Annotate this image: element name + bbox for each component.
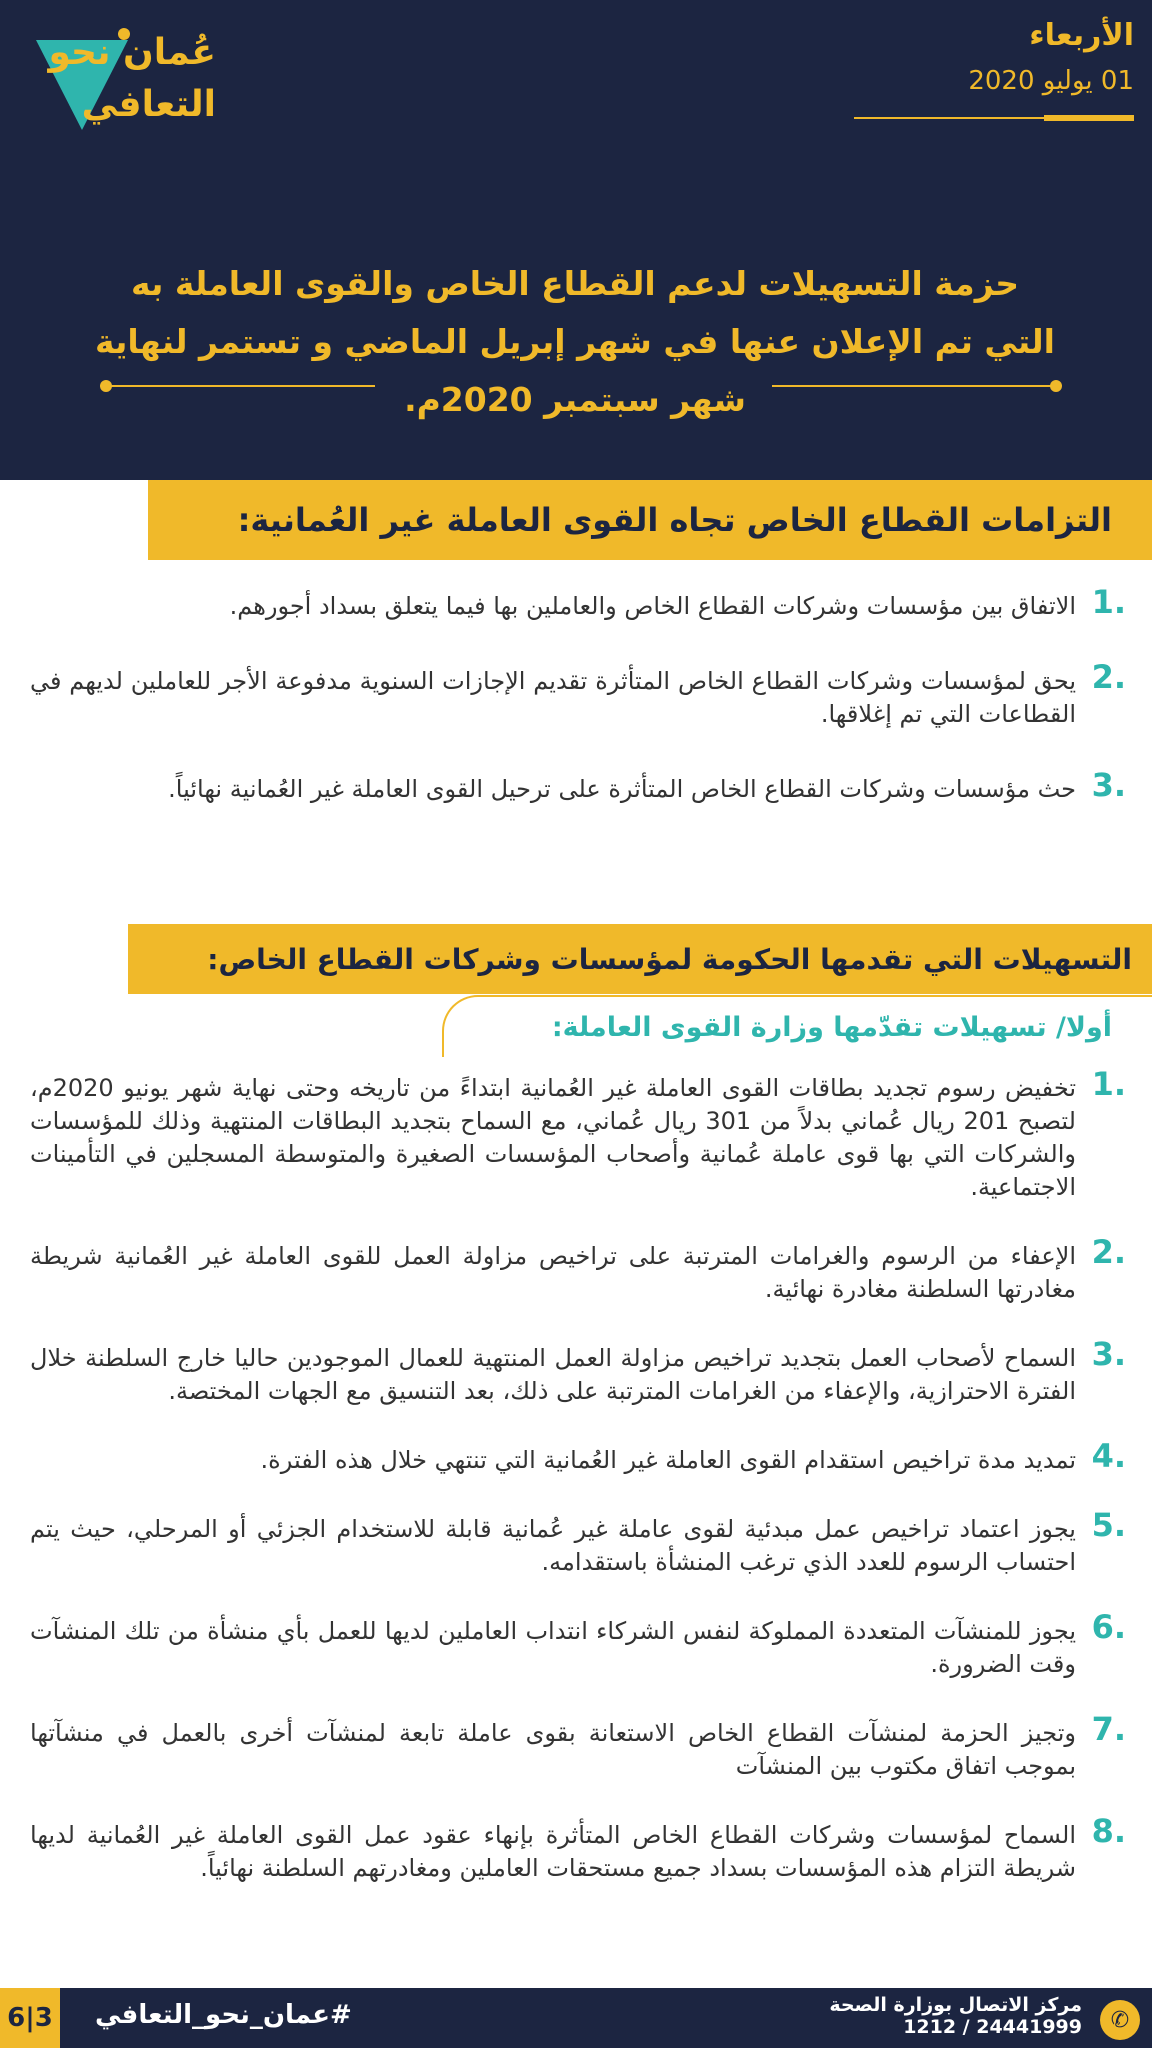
headline-decor-dot-right [1050, 380, 1062, 392]
contact-title: مركز الاتصال بوزارة الصحة [829, 1994, 1082, 2016]
item-number: 5. [1091, 1506, 1126, 1544]
item-text: السماح لمؤسسات وشركات القطاع الخاص المتأثرة بإنهاء عقود عمل القوى العاملة غير العُمانية لديها شريطة التزام هذه المؤسسات بسداد جميع مستحقات العاملين ومغادرتهم السلطنة نهائياً. [30, 1821, 1076, 1882]
date-full: 01 يوليو 2020 [968, 66, 1134, 96]
item-text: يحق لمؤسسات وشركات القطاع الخاص المتأثرة تقديم الإجازات السنوية مدفوعة الأجر للعاملين لديهم في القطاعات التي تم إغلاقها. [30, 667, 1076, 728]
headline-line2: التي تم الإعلان عنها في شهر إبريل الماضي و تستمر لنهاية [95, 322, 1055, 361]
headline-decor-line-right [772, 385, 1057, 387]
item-number: 1. [1091, 1065, 1126, 1103]
headline-line3: شهر سبتمبر 2020م. [404, 380, 746, 419]
item-text: الإعفاء من الرسوم والغرامات المترتبة على تراخيص مزاولة العمل للقوى العاملة غير العُمانية شريطة مغادرتها السلطنة مغادرة نهائية. [30, 1242, 1076, 1303]
section2-subtitle-tab [442, 995, 1152, 1057]
list-item [0, 1335, 1152, 1408]
item-text: يجوز اعتماد تراخيص عمل مبدئية لقوى عاملة غير عُمانية قابلة للاستخدام الجزئي أو المرحلي، حيث يتم احتساب الرسوم للعدد الذي ترغب المنشأة باستقدامه. [30, 1515, 1076, 1576]
item-text: تخفيض رسوم تجديد بطاقات القوى العاملة غير العُمانية ابتداءً من تاريخه وحتى نهاية شهر يونيو 2020م، لتصبح 201 ريال عُماني بدلاً من 301 ريال عُماني، مع السماح بتجديد البطاقات المنتهية وذلك للمؤسسات والشركات التي بها قوى عاملة عُمانية وأصحاب المؤسسات الصغيرة والمتوسطة المسجلين في التأمينات الاجتماعية. [30, 1074, 1076, 1201]
item-text: الاتفاق بين مؤسسات وشركات القطاع الخاص والعاملين بها فيما يتعلق بسداد أجورهم. [229, 592, 1076, 620]
item-number: 1. [1091, 583, 1126, 621]
list-item [0, 1710, 1152, 1783]
list-item [0, 1506, 1152, 1579]
list-item [0, 1065, 1152, 1204]
list-item [0, 1437, 1152, 1477]
list-item [0, 1608, 1152, 1681]
item-text: تمديد مدة تراخيص استقدام القوى العاملة غير العُمانية التي تنتهي خلال هذه الفترة. [260, 1446, 1076, 1474]
item-number: 3. [1091, 1335, 1126, 1373]
list-item [0, 658, 1152, 731]
date-day: الأربعاء [1029, 18, 1134, 53]
item-number: 3. [1091, 766, 1126, 804]
logo-text-line1: عُمان نحو [48, 32, 216, 73]
headline [60, 255, 1090, 429]
section1-list [0, 583, 1152, 806]
list-item [0, 1812, 1152, 1885]
list-item [0, 583, 1152, 623]
list-item [0, 766, 1152, 806]
item-number: 6. [1091, 1608, 1126, 1646]
logo-text-line2: التعافي [81, 84, 216, 125]
date-underline-accent [1044, 115, 1134, 121]
phone-icon: ✆ [1100, 2000, 1140, 2040]
page-number: 6|3 [0, 1988, 60, 2048]
item-number: 4. [1091, 1437, 1126, 1475]
headline-line1: حزمة التسهيلات لدعم القطاع الخاص والقوى العاملة به [130, 264, 1020, 303]
header-panel [0, 0, 1152, 480]
logo [36, 28, 216, 138]
contact-info [829, 1994, 1082, 2038]
section1-banner [148, 480, 1152, 560]
headline-decor-dot-left [100, 380, 112, 392]
item-number: 7. [1091, 1710, 1126, 1748]
item-number: 8. [1091, 1812, 1126, 1850]
item-number: 2. [1091, 658, 1126, 696]
item-number: 2. [1091, 1233, 1126, 1271]
item-text: يجوز للمنشآت المتعددة المملوكة لنفس الشركاء انتداب العاملين لديها للعمل بأي منشأة من تلك المنشآت وقت الضرورة. [30, 1617, 1076, 1678]
section2-title: التسهيلات التي تقدمها الحكومة لمؤسسات وشركات القطاع الخاص: [207, 942, 1132, 976]
section1-title: التزامات القطاع الخاص تجاه القوى العاملة غير العُمانية: [237, 501, 1112, 539]
section2-list [0, 1065, 1152, 1885]
item-text: وتجيز الحزمة لمنشآت القطاع الخاص الاستعانة بقوى عاملة تابعة لمنشآت أخرى بالعمل في منشآتها بموجب اتفاق مكتوب بين المنشآت [30, 1719, 1076, 1780]
item-text: حث مؤسسات وشركات القطاع الخاص المتأثرة على ترحيل القوى العاملة غير العُمانية نهائياً. [168, 775, 1076, 803]
hashtag: #عمان_نحو_التعافي [95, 2000, 352, 2030]
section2-banner [128, 924, 1152, 994]
headline-decor-line-left [105, 385, 375, 387]
footer-bar [0, 1988, 1152, 2048]
item-text: السماح لأصحاب العمل بتجديد تراخيص مزاولة العمل المنتهية للعمال الموجودين حاليا خارج السلطنة خلال الفترة الاحترازية، والإعفاء من الغرامات المترتبة على ذلك، بعد التنسيق مع الجهات المختصة. [30, 1344, 1076, 1405]
contact-numbers: 1212 / 24441999 [903, 2016, 1082, 2038]
list-item [0, 1233, 1152, 1306]
section2-subtitle: أولا/ تسهيلات تقدّمها وزارة القوى العاملة: [551, 1011, 1112, 1043]
